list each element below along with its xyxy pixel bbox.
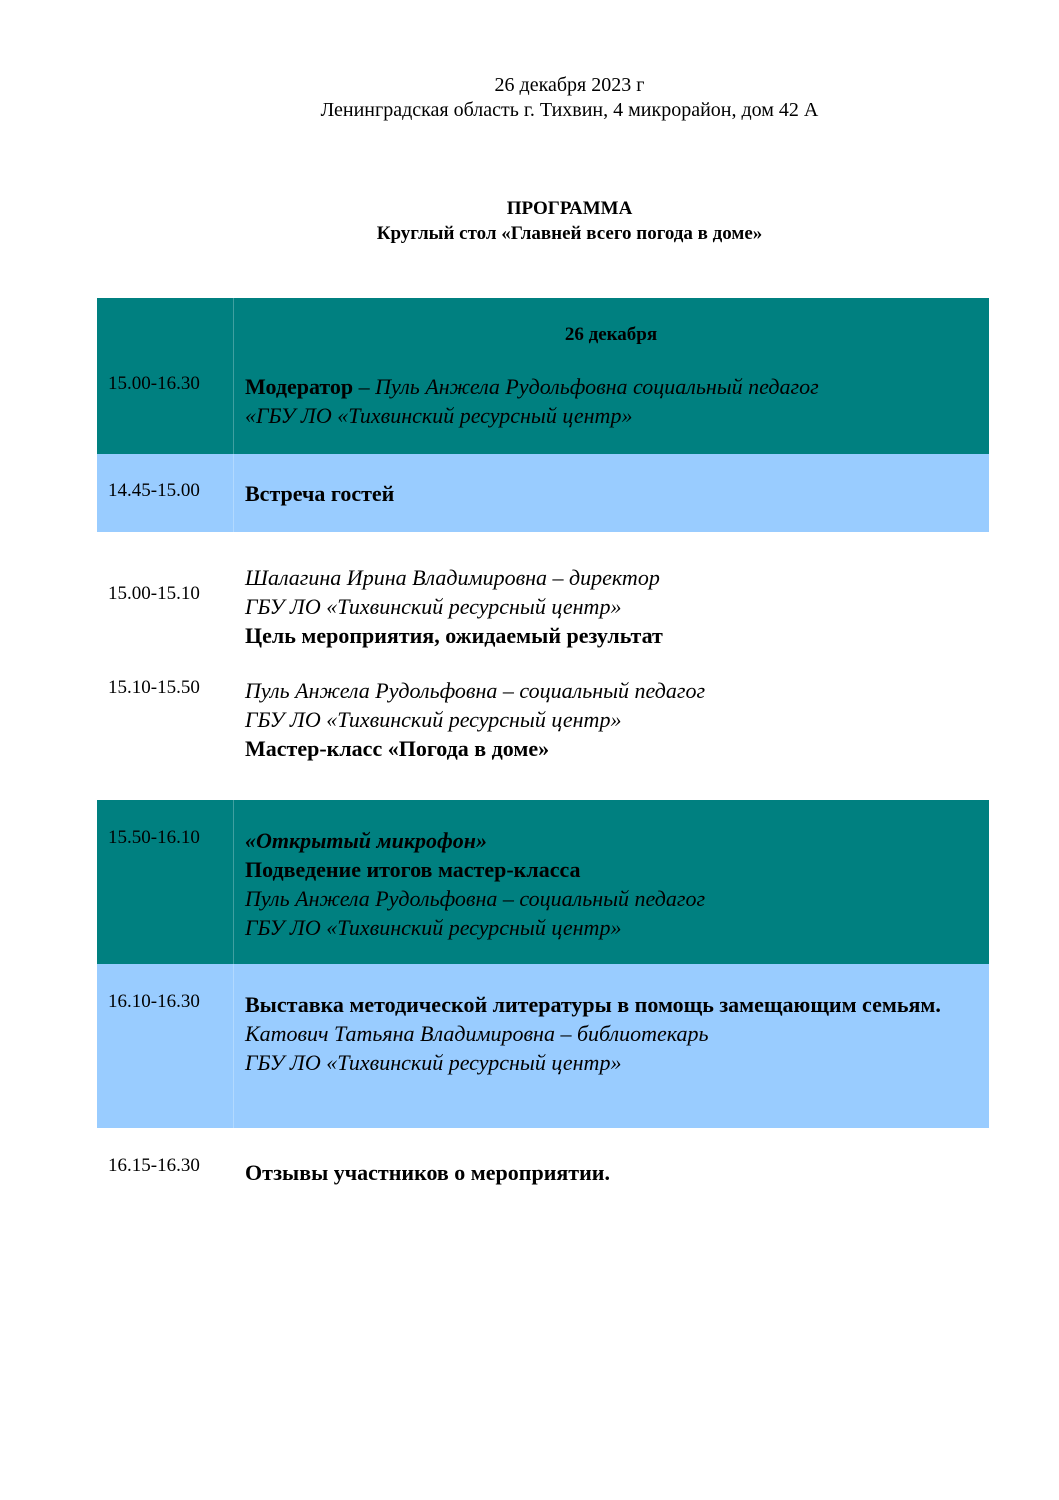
schedule-row-exhibition [97, 964, 989, 1128]
row-time: 16.10-16.30 [108, 991, 200, 1012]
row-org: ГБУ ЛО «Тихвинский ресурсный центр» [245, 915, 622, 940]
row-time: 14.45-15.00 [108, 480, 200, 501]
row-topic: Цель мероприятия, ожидаемый результат [245, 623, 663, 648]
row-content [245, 826, 975, 942]
row-time: 15.00-15.10 [108, 583, 200, 604]
row-speaker: Шалагина Ирина Владимировна – директор [245, 565, 660, 590]
row-topic: Подведение итогов мастер-класса [245, 857, 581, 882]
row-time: 15.00-16.30 [108, 373, 200, 394]
column-divider [233, 298, 234, 454]
row-title: Встреча гостей [245, 481, 395, 506]
row-time: 15.10-15.50 [108, 677, 200, 698]
row-content [245, 563, 975, 650]
schedule-row-goal [97, 532, 989, 648]
moderator-org: «ГБУ ЛО «Тихвинский ресурсный центр» [245, 403, 633, 428]
schedule-row-welcome [97, 454, 989, 532]
program-subtitle: Круглый стол «Главней всего погода в доме» [376, 223, 763, 244]
row-content [245, 372, 975, 430]
row-speaker: Пуль Анжела Рудольфовна – социальный педагог [245, 678, 706, 703]
row-topic: Отзывы участников о мероприятии. [245, 1160, 610, 1185]
column-divider [233, 800, 234, 964]
row-content [245, 479, 975, 508]
row-content [245, 1158, 975, 1187]
row-org: ГБУ ЛО «Тихвинский ресурсный центр» [245, 1050, 622, 1075]
day-header: 26 декабря [564, 324, 658, 345]
schedule-row-moderator [97, 298, 989, 454]
schedule-row-feedback [97, 1128, 989, 1208]
moderator-dash: – [353, 374, 376, 399]
moderator-label: Модератор [245, 374, 354, 399]
row-content [245, 990, 975, 1077]
document-date: 26 декабря 2023 г [494, 74, 645, 96]
row-title: «Открытый микрофон» [245, 828, 487, 853]
document-address: Ленинградская область г. Тихвин, 4 микрорайон, дом 42 А [320, 99, 819, 121]
schedule-row-masterclass [97, 660, 989, 800]
row-speaker: Пуль Анжела Рудольфовна – социальный педагог [245, 886, 706, 911]
schedule-row-open-mic [97, 800, 989, 964]
row-topic: Выставка методической литературы в помощь замещающим семьям. [245, 992, 941, 1017]
program-title: ПРОГРАММА [506, 198, 633, 219]
row-topic: Мастер-класс «Погода в доме» [245, 736, 550, 761]
row-time: 16.15-16.30 [108, 1155, 200, 1176]
row-time: 15.50-16.10 [108, 827, 200, 848]
row-org: ГБУ ЛО «Тихвинский ресурсный центр» [245, 594, 622, 619]
row-content [245, 676, 975, 763]
column-divider [233, 454, 234, 532]
column-divider [233, 964, 234, 1128]
row-org: ГБУ ЛО «Тихвинский ресурсный центр» [245, 707, 622, 732]
row-speaker: Катович Татьяна Владимировна – библиотекарь [245, 1021, 709, 1046]
moderator-name: Пуль Анжела Рудольфовна социальный педагог [375, 374, 819, 399]
